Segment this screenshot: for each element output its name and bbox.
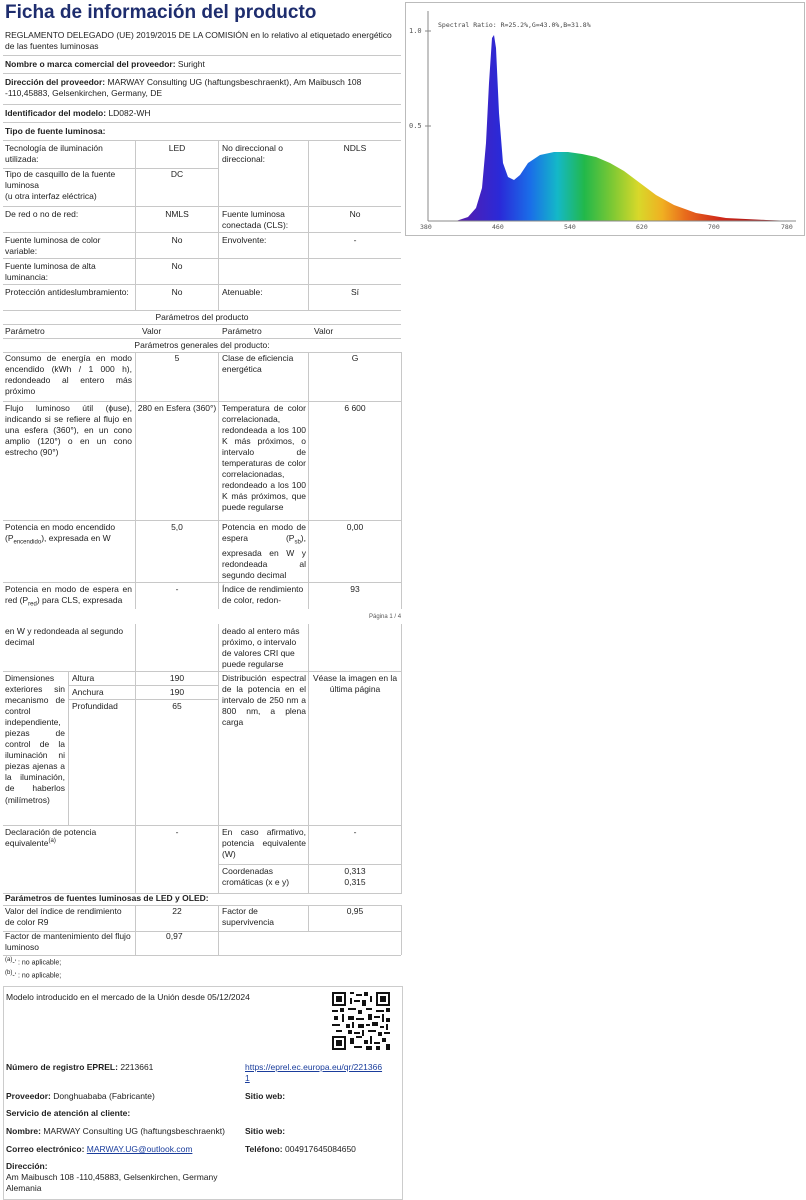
glare-label: Protección antideslumbramiento: [5,287,129,297]
height-value: 190 [169,673,185,683]
email-row: Correo electrónico: MARWAY.UG@outlook.com [6,1144,193,1154]
eqw-label: En caso afirmativo, potencia equivalente (W) [222,827,306,860]
x-tick-700: 700 [708,223,720,231]
page-number: Página 1 / 4 [369,614,402,620]
width-value: 190 [169,687,185,697]
mains-label: De red o no de red: [5,209,79,219]
spectrum-image [405,2,805,236]
class-label: Clase de eficiencia energética [222,353,294,375]
color-value: No [171,235,183,245]
depth-label: Profundidad [72,701,118,711]
spectral-ratio: Spectral Ratio: R=25.2%,G=43.0%,B=31.8% [438,21,591,29]
r9-label: Valor del índice de rendimiento de color R9 [5,906,122,928]
page-title: Ficha de información del producto [5,2,317,23]
y-tick-1: 1.0 [409,27,422,35]
pon-value: 5,0 [171,522,183,532]
x-tick-540: 540 [564,223,576,231]
product-params-header: Parámetros del producto [155,312,249,322]
flux-label: Flujo luminoso útil (ɸuse), indicando si se refiere al flujo en una esfera (360°), en un cono amplio (120°) o en un cono estrecho (90°) [5,403,132,458]
market-date: Modelo introducido en el mercado de la Unión desde 05/12/2024 [6,992,250,1002]
led-header: Parámetros de fuentes luminosas de LED y OLED: [5,893,209,903]
website-label-2: Sitio web: [245,1126,286,1136]
model-row: Identificador del modelo: LD082-WH [5,108,151,118]
col-param-1: Parámetro [5,326,45,336]
phone-row: Teléfono: 004917645084650 [245,1144,356,1154]
height-label: Altura [72,673,95,683]
cri-value: 93 [350,584,360,594]
name-row: Nombre: MARWAY Consulting UG (haftungsbeschraenkt) [6,1126,225,1136]
x-tick-380: 380 [420,223,432,231]
col-value-2: Valor [314,326,334,336]
flux-value: 280 en Esfera (360°) [137,403,217,413]
spectrum-graph [406,3,804,235]
cls-value: No [349,209,361,219]
note-a: $^{(a)}$-' : no aplicable; [5,957,62,967]
ndir-value: NDLS [343,143,367,153]
xy-label: Coordenadas cromáticas (x e y) [222,866,290,888]
glare-value: No [171,287,183,297]
cri-label-top: Índice de rendimiento de color, redon- [222,584,304,606]
color-label: Fuente luminosa de color variable: [5,235,101,257]
cap-value: DC [170,169,184,179]
email-link[interactable]: MARWAY.UG@outlook.com [86,1144,193,1154]
source-type-header: Tipo de fuente luminosa: [5,126,106,136]
cri-label-bottom: deado al entero más próximo, o intervalo de valores CRI que puede regularse [222,626,300,670]
eqw-value: - [353,827,357,837]
regulation-subtitle: REGLAMENTO DELEGADO (UE) 2019/2015 DE LA COMISIÓN en lo relativo al etiquetado energético de las fuentes luminosas [5,30,392,52]
tech-value: LED [168,143,186,153]
address-footer-value: Am Maibusch 108 -110,45883, Gelsenkirchen, Germany Alemania [6,1172,218,1194]
pnet-label-top: Potencia en modo de espera en red $(P_{red})$ para CLS, expresada [5,584,132,608]
surv-label: Factor de supervivencia [222,906,274,928]
customer-service-header: Servicio de atención al cliente: [6,1108,131,1118]
cap-label: Tipo de casquillo de la fuente luminosa (u otra interfaz eléctrica) [5,169,116,202]
energy-value: 5 [174,353,180,363]
website-label: Sitio web: [245,1091,286,1101]
col-value-1: Valor [142,326,162,336]
pnet-value: - [175,584,179,594]
mains-value: NMLS [165,209,189,219]
qr-code-icon[interactable] [332,992,390,1050]
pnet-label-bottom: en W y redondeada al segundo decimal [5,626,124,648]
y-tick-2: 0.5 [409,122,422,130]
ndir-label: No direccional o direccional: [222,143,283,165]
x-tick-780: 780 [781,223,793,231]
width-label: Anchura [72,687,104,697]
note-b: $^{(b)}$-' : no aplicable; [5,970,62,980]
dim-label: Atenuable: [222,287,263,297]
spd-value: Véase la imagen en la última página [312,673,398,695]
hl-label: Fuente luminosa de alta luminancia: [5,261,96,283]
cct-value: 6 600 [344,403,366,413]
hl-value: No [171,261,183,271]
env-value: - [353,235,357,245]
eprel-row: Número de registro EPREL: 2213661 [6,1062,154,1072]
energy-label: Consumo de energía en modo encendido (kWh / 1 000 h), redondeado al entero más próximo [5,353,132,397]
supplier-row: Proveedor: Donghuababa (Fabricante) [6,1091,155,1101]
maint-label: Factor de mantenimiento del flujo luminoso [5,931,131,953]
x-tick-620: 620 [636,223,648,231]
psb-value: 0,00 [346,522,364,532]
cls-label: Fuente luminosa conectada (CLS): [222,209,289,231]
surv-value: 0,95 [346,906,364,916]
eqp-value: - [175,827,179,837]
dim-value: Sí [350,287,360,297]
r9-value: 22 [172,906,182,916]
env-label: Envolvente: [222,235,267,245]
spd-label: Distribución espectral de la potencia en el intervalo de 250 nm a 800 nm, a plena carga [222,673,306,728]
address-row: Dirección del proveedor: MARWAY Consulting UG (haftungsbeschraenkt), Am Maibusch 108 -110,45883, Gelsenkirchen, Germany, DE [5,77,362,99]
general-params-header: Parámetros generales del producto: [134,340,270,350]
cct-label: Temperatura de color correlacionada, redondeada a los 100 K más próximos, o intervalo de temperaturas de color correlacionadas, redondeado a los 100 K más próximos, que puede regularse [222,403,306,513]
dims-label: Dimensiones exteriores sin mecanismo de control independiente, piezas de control de la iluminación ni piezas ajenas a la iluminación, de haberlos (milímetros) [5,673,65,805]
col-param-2: Parámetro [222,326,262,336]
x-value: 0,313 [344,866,366,876]
x-tick-460: 460 [492,223,504,231]
pon-label: Potencia en modo encendido $(P_{encendido})$, expresada en W [5,522,116,546]
tech-label: Tecnología de iluminación utilizada: [5,143,103,165]
brand-row: Nombre o marca comercial del proveedor: Suright [5,59,205,69]
y-value: 0,315 [344,877,366,887]
address-footer-label: Dirección: [6,1161,48,1171]
class-value: G [351,353,359,363]
eprel-link[interactable]: https://eprel.ec.europa.eu/qr/2213661 [245,1062,383,1084]
psb-label: Potencia en modo de espera $(P_{sb})$, expresada en W y redondeada al segundo decimal [222,522,306,580]
maint-value: 0,97 [166,931,183,941]
eqp-label: Declaración de potencia equivalente$^{(a)}$ [5,827,97,849]
depth-value: 65 [172,701,182,711]
